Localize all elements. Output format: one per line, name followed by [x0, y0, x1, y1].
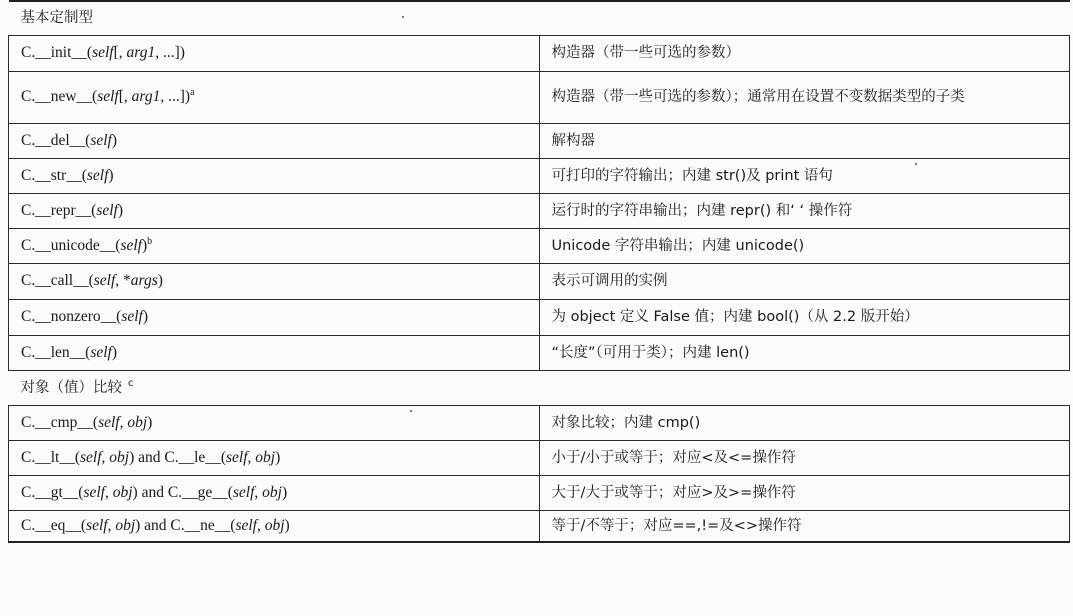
signature-text: (: [116, 308, 122, 325]
signature-text: C.: [21, 343, 36, 361]
param-name: self: [93, 272, 116, 289]
method-signature: [9, 263, 540, 299]
section-title: 对象（值）比较: [20, 379, 122, 396]
method-description: [539, 299, 1070, 335]
signature-text: (: [230, 516, 236, 534]
description-text: 构造器（带一些可选的参数）: [551, 45, 740, 61]
param-name: obj: [115, 516, 136, 534]
signature-text: ) and C.: [132, 483, 183, 501]
signature-text: ): [147, 413, 153, 431]
param-name: self: [121, 308, 143, 325]
table-row: [9, 158, 1070, 193]
method-description: [539, 510, 1070, 542]
signature-text: [,: [113, 44, 127, 61]
signature-text: (: [74, 448, 81, 466]
method-description: [539, 263, 1070, 299]
param-name: arg1: [126, 44, 156, 61]
description-text: 等于/不等于；对应==,!=及<>操作符: [551, 517, 802, 534]
method-description: [539, 158, 1070, 193]
method-signature: [9, 123, 540, 158]
method-description: [539, 193, 1070, 228]
description-text: 表示可调用的实例: [551, 273, 668, 289]
signature-text: C.: [21, 88, 36, 105]
signature-text: , ...]): [160, 88, 191, 105]
signature-text: ): [281, 483, 288, 501]
signature-text: ): [108, 166, 114, 184]
method-signature: [9, 335, 540, 370]
table-row: [9, 335, 1070, 370]
table-row: [9, 123, 1070, 158]
table-row: [9, 71, 1070, 123]
scan-speck: [410, 410, 412, 412]
signature-text: ): [284, 516, 290, 534]
signature-text: ): [275, 448, 281, 466]
method-signature: [9, 158, 540, 193]
method-description: [539, 35, 1070, 71]
section-title-cell: [9, 1, 1070, 35]
signature-text: C.: [21, 516, 36, 534]
method-signature: [9, 193, 540, 228]
signature-text: __eq__: [35, 516, 81, 534]
footnote-marker: b: [147, 235, 153, 247]
signature-text: (: [92, 88, 98, 105]
signature-text: ,: [247, 448, 256, 466]
signature-text: ) and C.: [129, 448, 179, 466]
description-text: “长度”（可用于类）；内建 len(): [551, 344, 750, 361]
signature-text: C.: [21, 448, 36, 466]
signature-text: __new__: [35, 88, 93, 105]
param-name: self: [86, 516, 108, 534]
signature-text: (: [92, 413, 99, 431]
table-row: [9, 193, 1070, 228]
method-signature: [9, 71, 540, 123]
signature-text: ): [142, 308, 149, 325]
param-name: self: [96, 201, 118, 219]
signature-text: __nonzero__: [35, 308, 117, 325]
description-text: Unicode 字符串输出；内建 unicode(): [551, 237, 805, 254]
signature-text: __ne__: [184, 516, 231, 534]
param-name: obj: [109, 448, 130, 466]
signature-text: ,: [119, 413, 128, 431]
param-name: self: [120, 236, 142, 254]
signature-text: (: [86, 44, 93, 61]
scan-speck: [915, 163, 917, 165]
signature-text: C.: [21, 272, 36, 289]
param-name: obj: [112, 483, 133, 501]
signature-text: [,: [118, 88, 132, 105]
special-methods-table: [8, 0, 1070, 543]
signature-text: __cmp__: [35, 413, 93, 431]
description-text: 运行时的字符串输出；内建 repr() 和‘ ‘ 操作符: [551, 202, 853, 219]
signature-text: C.: [21, 236, 36, 254]
param-name: args: [130, 272, 158, 289]
param-name: self: [98, 413, 120, 431]
signature-text: C.: [21, 44, 36, 61]
table-row: [9, 510, 1070, 542]
signature-text: __le__: [178, 448, 221, 466]
param-name: obj: [127, 413, 148, 431]
method-signature: [9, 510, 540, 542]
table-row: [9, 263, 1070, 299]
method-description: [539, 405, 1070, 440]
signature-text: ): [142, 236, 148, 254]
table-row: [9, 299, 1070, 335]
method-signature: [9, 299, 540, 335]
section-title: 基本定制型: [20, 10, 93, 27]
param-name: self: [232, 483, 255, 501]
signature-text: (: [227, 483, 233, 501]
signature-text: ): [111, 343, 118, 361]
signature-text: __unicode__: [35, 236, 116, 254]
description-text: 解构器: [551, 132, 595, 149]
signature-text: __init__: [35, 44, 87, 61]
param-name: arg1: [131, 88, 161, 105]
signature-text: __str__: [35, 166, 82, 184]
signature-text: __call__: [35, 272, 89, 289]
table-row: [9, 228, 1070, 263]
signature-text: C.: [21, 131, 36, 149]
param-name: self: [90, 131, 112, 149]
description-text: 大于/大于或等于；对应>及>=操作符: [551, 484, 796, 501]
signature-text: C.: [21, 308, 36, 325]
method-signature: [9, 35, 540, 71]
signature-text: __gt__: [35, 483, 79, 501]
method-signature: [9, 228, 540, 263]
method-description: [539, 71, 1070, 123]
signature-text: C.: [21, 413, 36, 431]
section-header-row: [9, 370, 1070, 405]
signature-text: (: [91, 201, 97, 219]
method-description: [539, 228, 1070, 263]
scan-speck: [402, 16, 404, 18]
signature-text: (: [85, 343, 91, 361]
signature-text: C.: [21, 166, 36, 184]
param-name: obj: [264, 516, 285, 534]
param-name: self: [225, 448, 248, 466]
signature-text: (: [220, 448, 226, 466]
method-description: [539, 335, 1070, 370]
param-name: self: [80, 448, 102, 466]
signature-text: ,: [107, 516, 116, 534]
signature-text: __len__: [35, 343, 86, 361]
param-name: self: [235, 516, 257, 534]
signature-text: , ...]): [155, 44, 185, 61]
param-name: self: [86, 166, 109, 184]
signature-text: __repr__: [35, 201, 92, 219]
section-title-cell: [9, 370, 1070, 405]
signature-text: __del__: [35, 131, 86, 149]
description-text: 构造器（带一些可选的参数）；通常用在设置不变数据类型的子类: [551, 89, 965, 105]
method-signature: [9, 475, 540, 510]
method-signature: [9, 405, 540, 440]
param-name: self: [92, 44, 114, 61]
param-name: obj: [262, 483, 282, 501]
table-row: [9, 475, 1070, 510]
table-row: [9, 35, 1070, 71]
table-row: [9, 405, 1070, 440]
param-name: self: [90, 343, 112, 361]
signature-text: ): [111, 131, 118, 149]
param-name: self: [83, 483, 105, 501]
description-text: 可打印的字符输出；内建 str()及 print 语句: [551, 167, 833, 184]
signature-text: (: [81, 166, 87, 184]
signature-text: ): [157, 272, 163, 289]
param-name: self: [97, 88, 119, 105]
signature-text: (: [78, 483, 84, 501]
signature-text: (: [85, 131, 91, 149]
section-header-row: [9, 1, 1070, 35]
description-text: 为 object 定义 False 值；内建 bool()（从 2.2 版开始）: [551, 309, 919, 325]
method-description: [539, 440, 1070, 475]
signature-text: ) and C.: [135, 516, 185, 534]
signature-text: ,: [256, 516, 265, 534]
method-description: [539, 123, 1070, 158]
description-text: 对象比较；内建 cmp(): [551, 414, 701, 431]
description-text: 小于/小于或等于；对应<及<=操作符: [551, 449, 796, 466]
signature-text: (: [115, 236, 121, 254]
signature-text: (: [88, 272, 94, 289]
signature-text: , *: [115, 272, 131, 289]
signature-text: ,: [104, 483, 113, 501]
signature-text: C.: [21, 201, 36, 219]
signature-text: __lt__: [35, 448, 75, 466]
footnote-marker: a: [190, 87, 195, 98]
method-signature: [9, 440, 540, 475]
signature-text: C.: [21, 483, 36, 501]
method-description: [539, 475, 1070, 510]
signature-text: ,: [101, 448, 110, 466]
param-name: obj: [255, 448, 276, 466]
footnote-marker: c: [128, 377, 134, 389]
table-row: [9, 440, 1070, 475]
signature-text: ,: [254, 483, 263, 501]
signature-text: (: [80, 516, 87, 534]
signature-text: ): [117, 201, 124, 219]
signature-text: __ge__: [182, 483, 228, 501]
